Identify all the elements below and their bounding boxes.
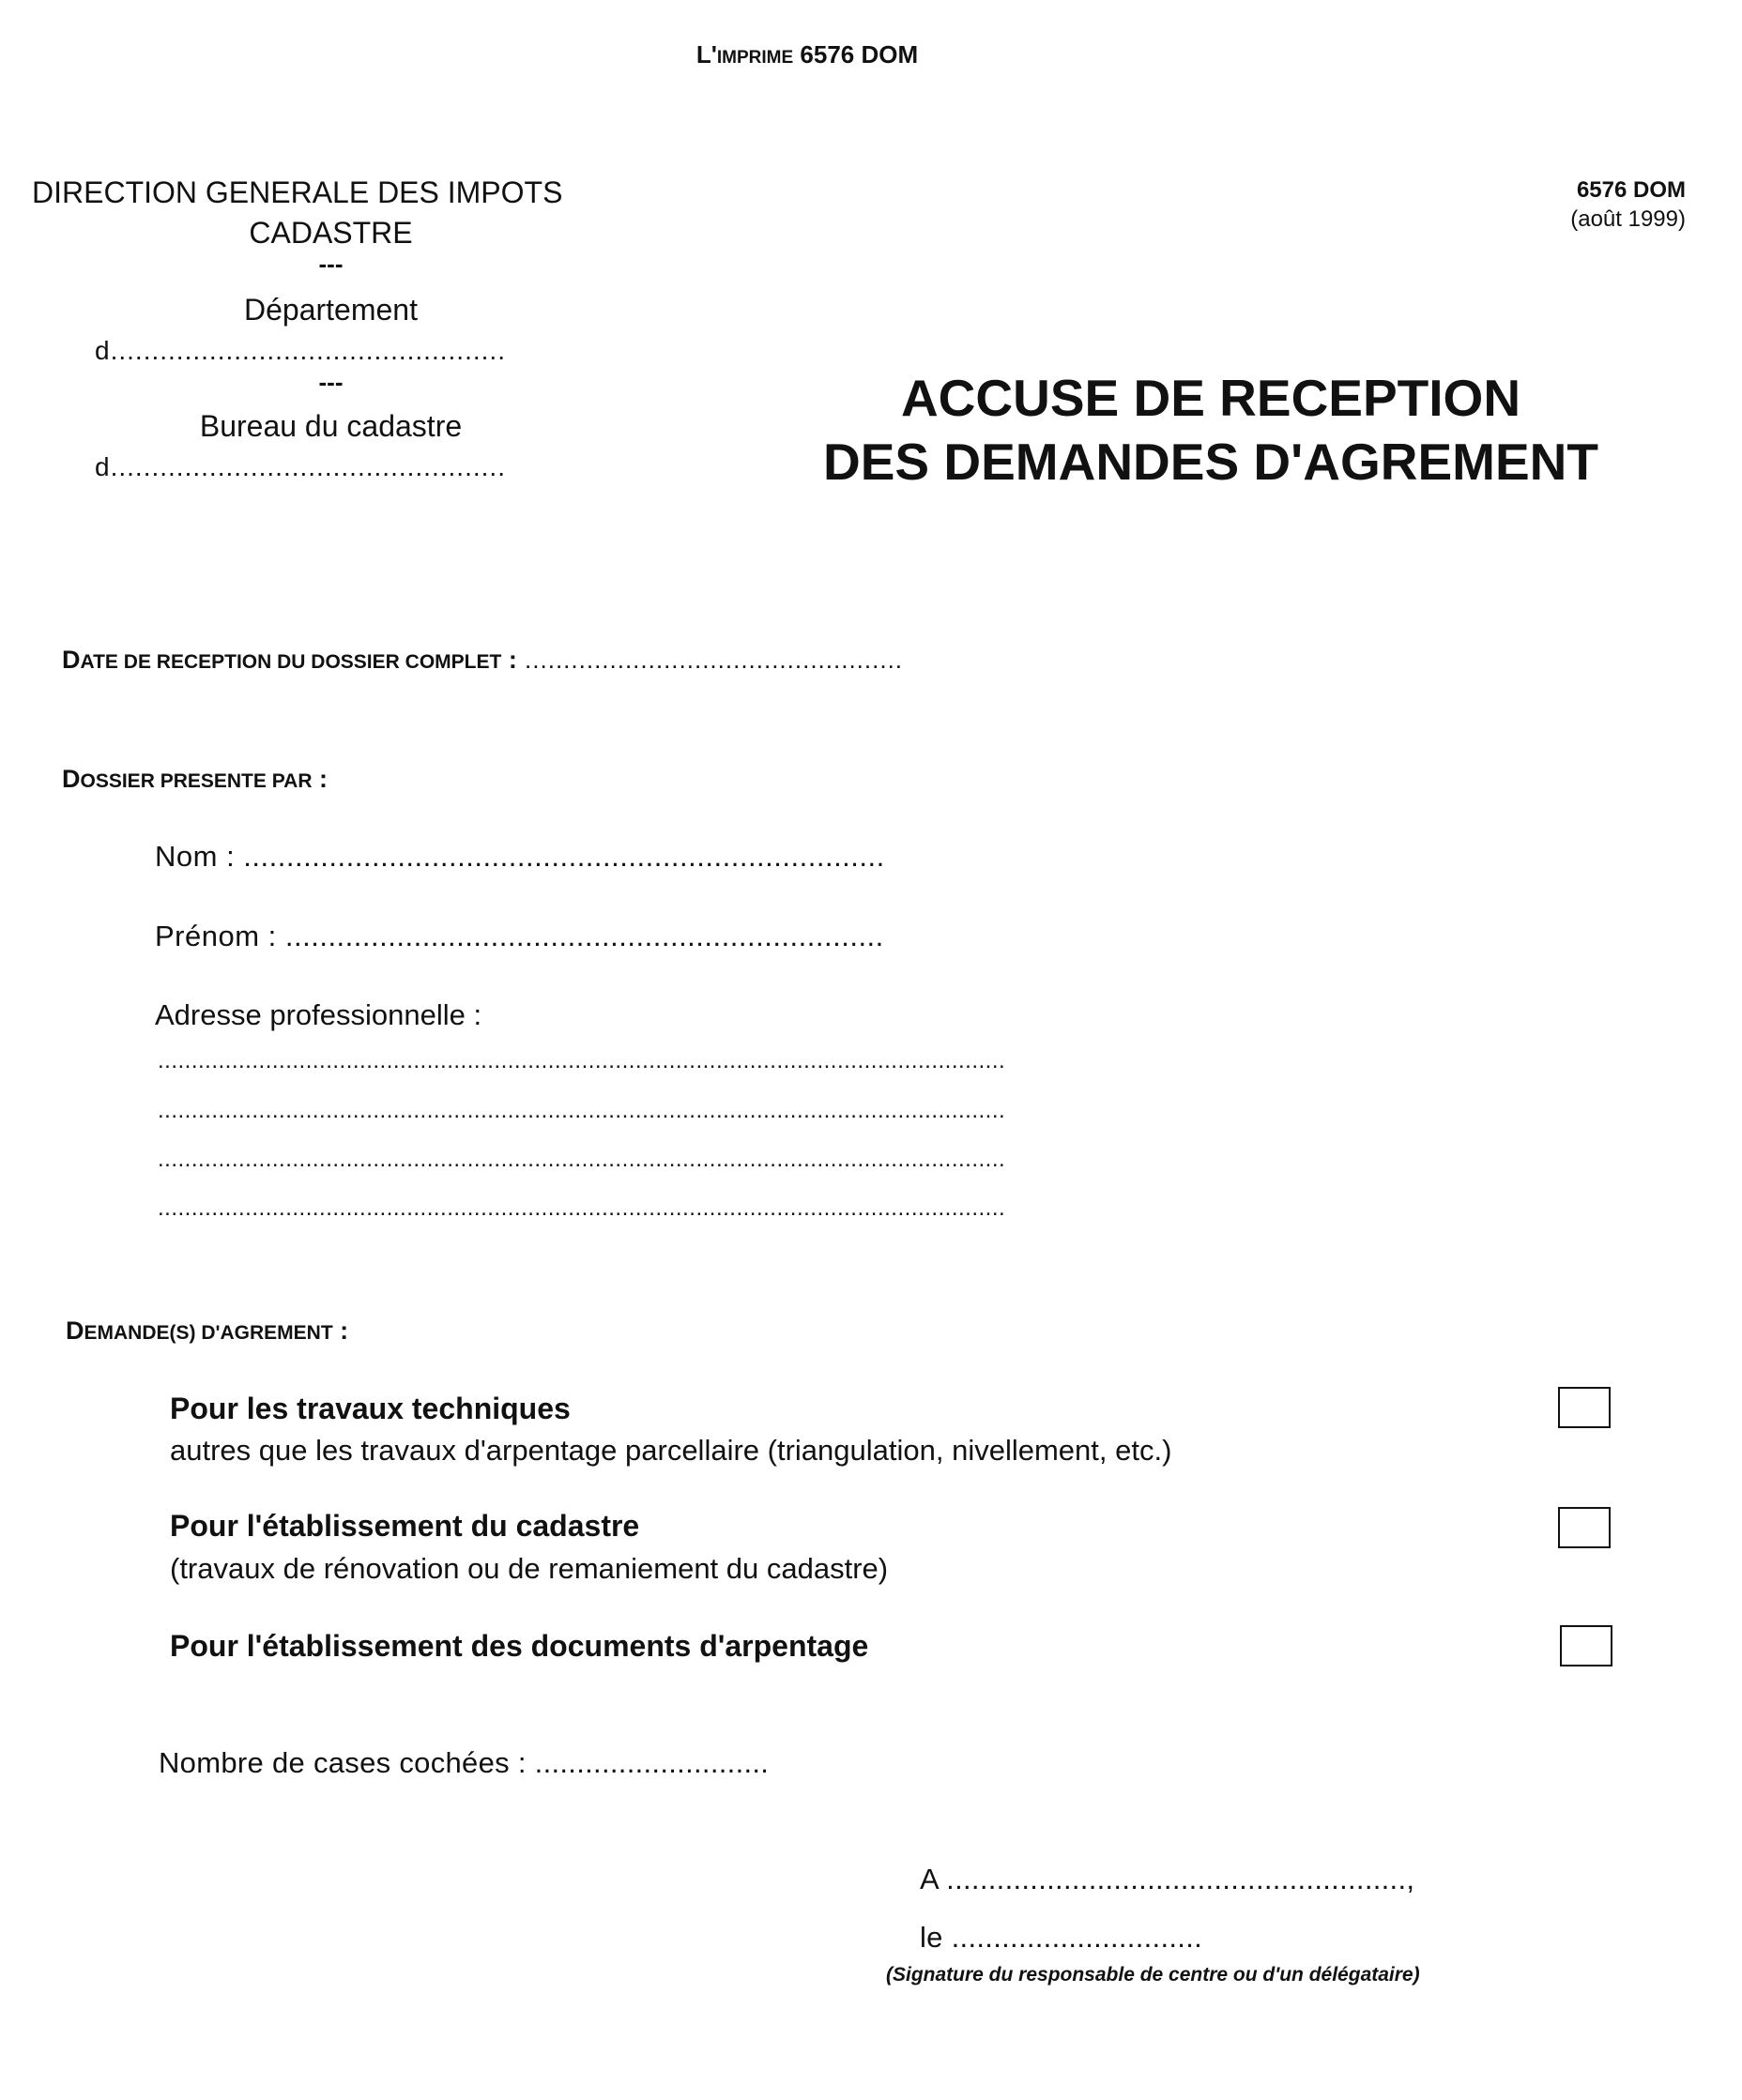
date-reception-label-initial: D — [62, 646, 81, 674]
date-reception-label: ATE DE RECEPTION DU DOSSIER COMPLET — [80, 651, 502, 673]
presenter-heading — [62, 765, 328, 794]
header-separator-2: --- — [318, 368, 344, 396]
adresse-label: Adresse professionnelle : — [155, 998, 482, 1031]
bureau-label: Bureau du cadastre — [199, 409, 463, 443]
demande-item-desc: (travaux de rénovation ou de remaniement du cadastre) — [170, 1552, 889, 1585]
presenter-heading-colon: : — [312, 765, 328, 793]
header-separator-1: --- — [318, 250, 344, 278]
demande-item-title: Pour l'établissement du cadastre — [170, 1509, 640, 1543]
department-label: Département — [244, 293, 418, 327]
demandes-heading-suffix: (S) D'AGREMENT — [169, 1322, 333, 1344]
adresse-line[interactable]: .............................................................................................................................. — [158, 1195, 1006, 1221]
demande-item-desc: autres que les travaux d'arpentage parcellaire (triangulation, nivellement, etc.) — [170, 1434, 1172, 1467]
form-ref-prefix: L' — [695, 40, 717, 68]
form-ref-imprime: IMPRIME — [716, 48, 794, 68]
adresse-line[interactable]: .............................................................................................................................. — [158, 1147, 1006, 1172]
demandes-heading-label: EMANDE — [84, 1322, 170, 1344]
demande-checkbox[interactable] — [1560, 1625, 1612, 1666]
bureau-field[interactable]: d................................................ — [95, 452, 506, 481]
adresse-line[interactable]: .............................................................................................................................. — [158, 1048, 1006, 1073]
demandes-heading-initial: D — [66, 1316, 84, 1345]
demandes-heading-colon: : — [332, 1316, 349, 1345]
department-field[interactable]: d................................................ — [95, 336, 506, 365]
form-date: (août 1999) — [1570, 206, 1686, 232]
header-service: CADASTRE — [249, 216, 413, 250]
presenter-heading-initial: D — [62, 765, 81, 793]
date-reception-field[interactable]: ................................................. — [516, 646, 904, 674]
nom-field[interactable]: Nom : ........................................................................... — [155, 840, 885, 873]
demande-checkbox[interactable] — [1558, 1387, 1611, 1428]
adresse-line[interactable]: .............................................................................................................................. — [158, 1098, 1006, 1123]
presenter-heading-label: OSSIER PRESENTE PAR — [80, 770, 313, 792]
signature-place-field[interactable]: A ......................................................., — [920, 1863, 1415, 1895]
nombre-cases-field[interactable]: Nombre de cases cochées : ............................ — [159, 1746, 770, 1779]
form-ref-code: 6576 DOM — [800, 40, 919, 68]
signature-date-field[interactable]: le .............................. — [920, 1921, 1203, 1954]
demande-item-title: Pour les travaux techniques — [170, 1392, 571, 1425]
header-org: DIRECTION GENERALE DES IMPOTS — [32, 175, 563, 209]
demande-item-title: Pour l'établissement des documents d'arpentage — [170, 1629, 869, 1663]
title-line-1: ACCUSE DE RECEPTION — [900, 369, 1521, 427]
demandes-heading — [66, 1316, 348, 1346]
date-reception-colon: : — [501, 646, 517, 674]
prenom-field[interactable]: Prénom : ...................................................................... — [155, 920, 884, 952]
signature-caption: (Signature du responsable de centre ou d'un délégataire) — [886, 1964, 1420, 1986]
title-line-2: DES DEMANDES D'AGREMENT — [823, 433, 1598, 491]
demande-checkbox[interactable] — [1558, 1507, 1611, 1548]
date-reception-row — [62, 646, 903, 675]
form-reference — [0, 40, 1614, 69]
form-code: 6576 DOM — [1576, 177, 1686, 203]
